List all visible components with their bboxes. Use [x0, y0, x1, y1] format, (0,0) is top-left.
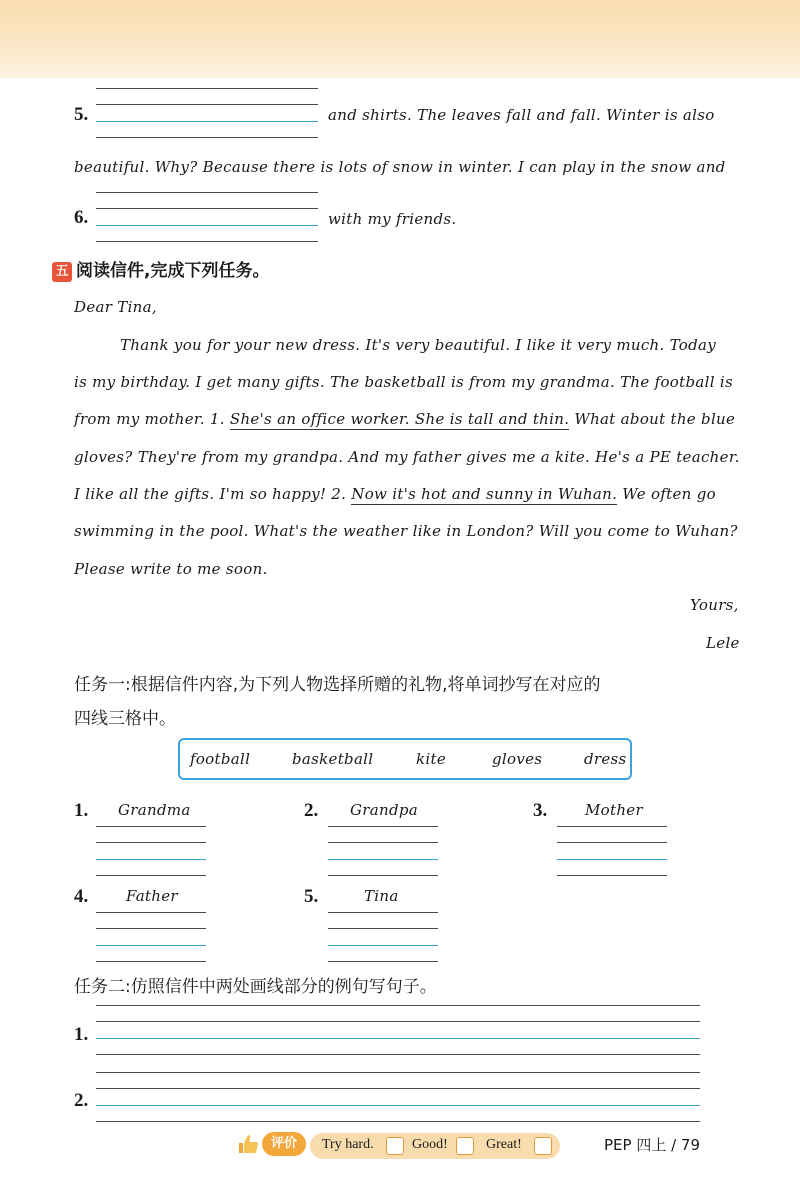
- person-name: Grandpa: [350, 801, 419, 819]
- word-bank-item: kite: [416, 750, 446, 768]
- section-title: [52, 256, 269, 282]
- person-number: 5.: [304, 886, 319, 907]
- word-bank-item: basketball: [292, 750, 374, 768]
- checkbox-try-hard[interactable]: [386, 1137, 404, 1155]
- letter-text: from my mother. 1.: [74, 410, 225, 428]
- person-name: Grandma: [118, 801, 191, 819]
- person-name: Mother: [585, 801, 643, 819]
- letter-line: Please write to me soon.: [74, 560, 268, 578]
- underlined-sentence-1: She's an office worker. She is tall and thin.: [229, 410, 570, 428]
- letter-line: is my birthday. I get many gifts. The basketball is from my grandma. The football is: [74, 373, 733, 391]
- page-number: PEP 四上 / 79: [604, 1136, 701, 1154]
- person-name: Tina: [364, 887, 399, 905]
- person-number: 1.: [74, 800, 89, 821]
- person-name: Father: [126, 887, 178, 905]
- answer-writing-lines[interactable]: [557, 826, 667, 876]
- item-5-writing-lines[interactable]: [96, 88, 318, 138]
- task-1-instruction: 任务一:根据信件内容,为下列人物选择所赠的礼物,将单词抄写在对应的: [74, 675, 601, 695]
- checkbox-good[interactable]: [456, 1137, 474, 1155]
- answer-writing-lines[interactable]: [328, 826, 438, 876]
- top-header-band: [0, 0, 800, 78]
- answer-writing-lines[interactable]: [96, 912, 206, 962]
- person-number: 4.: [74, 886, 89, 907]
- option-great-label: Great!: [486, 1137, 522, 1152]
- evaluation-options: [310, 1133, 560, 1159]
- letter-line: swimming in the pool. What's the weather like in London? Will you come to Wuhan?: [74, 522, 738, 540]
- letter-line: Thank you for your new dress. It's very beautiful. I like it very much. Today: [120, 336, 717, 354]
- letter-line: gloves? They're from my grandpa. And my father gives me a kite. He's a PE teacher.: [74, 448, 740, 466]
- section-number-badge: 五: [52, 262, 72, 282]
- underlined-sentence-2: Now it's hot and sunny in Wuhan.: [351, 485, 618, 503]
- sentence-number: 2.: [74, 1090, 89, 1111]
- word-bank-item: gloves: [492, 750, 543, 768]
- person-number: 2.: [304, 800, 319, 821]
- item-5-number: 5.: [74, 104, 89, 125]
- letter-line-underline-2: [74, 485, 716, 503]
- option-try-hard-label: Try hard.: [322, 1137, 374, 1152]
- option-good-label: Good!: [412, 1137, 448, 1152]
- sentence-1-writing-lines[interactable]: [96, 1005, 700, 1055]
- letter-text: We often go: [622, 485, 716, 503]
- thumbs-up-icon: [236, 1132, 260, 1156]
- answer-writing-lines[interactable]: [328, 912, 438, 962]
- letter-text: What about the blue: [574, 410, 736, 428]
- letter-line-underline-1: [74, 410, 735, 428]
- sentence-2-writing-lines[interactable]: [96, 1072, 700, 1122]
- letter-signature: Lele: [706, 634, 740, 652]
- person-number: 3.: [533, 800, 548, 821]
- letter-closing: Yours,: [690, 596, 739, 614]
- letter-salutation: Dear Tina,: [74, 298, 157, 316]
- item-6-number: 6.: [74, 207, 89, 228]
- letter-text: I like all the gifts. I'm so happy! 2.: [74, 485, 347, 503]
- item-6-text: with my friends.: [328, 210, 457, 228]
- item-6-writing-lines[interactable]: [96, 192, 318, 242]
- answer-writing-lines[interactable]: [96, 826, 206, 876]
- passage-line: beautiful. Why? Because there is lots of snow in winter. I can play in the snow and: [74, 158, 726, 176]
- item-5-text: and shirts. The leaves fall and fall. Winter is also: [328, 106, 715, 124]
- checkbox-great[interactable]: [534, 1137, 552, 1155]
- word-bank-box: [178, 738, 632, 780]
- task-1-instruction-cont: 四线三格中。: [74, 709, 176, 729]
- word-bank-item: dress: [584, 750, 627, 768]
- word-bank-item: football: [190, 750, 251, 768]
- sentence-number: 1.: [74, 1024, 89, 1045]
- self-evaluation-bar: [234, 1130, 562, 1160]
- task-2-instruction: 任务二:仿照信件中两处画线部分的例句写句子。: [74, 977, 437, 997]
- section-title-text: 阅读信件,完成下列任务。: [76, 261, 270, 281]
- evaluation-badge: 评价: [262, 1132, 306, 1156]
